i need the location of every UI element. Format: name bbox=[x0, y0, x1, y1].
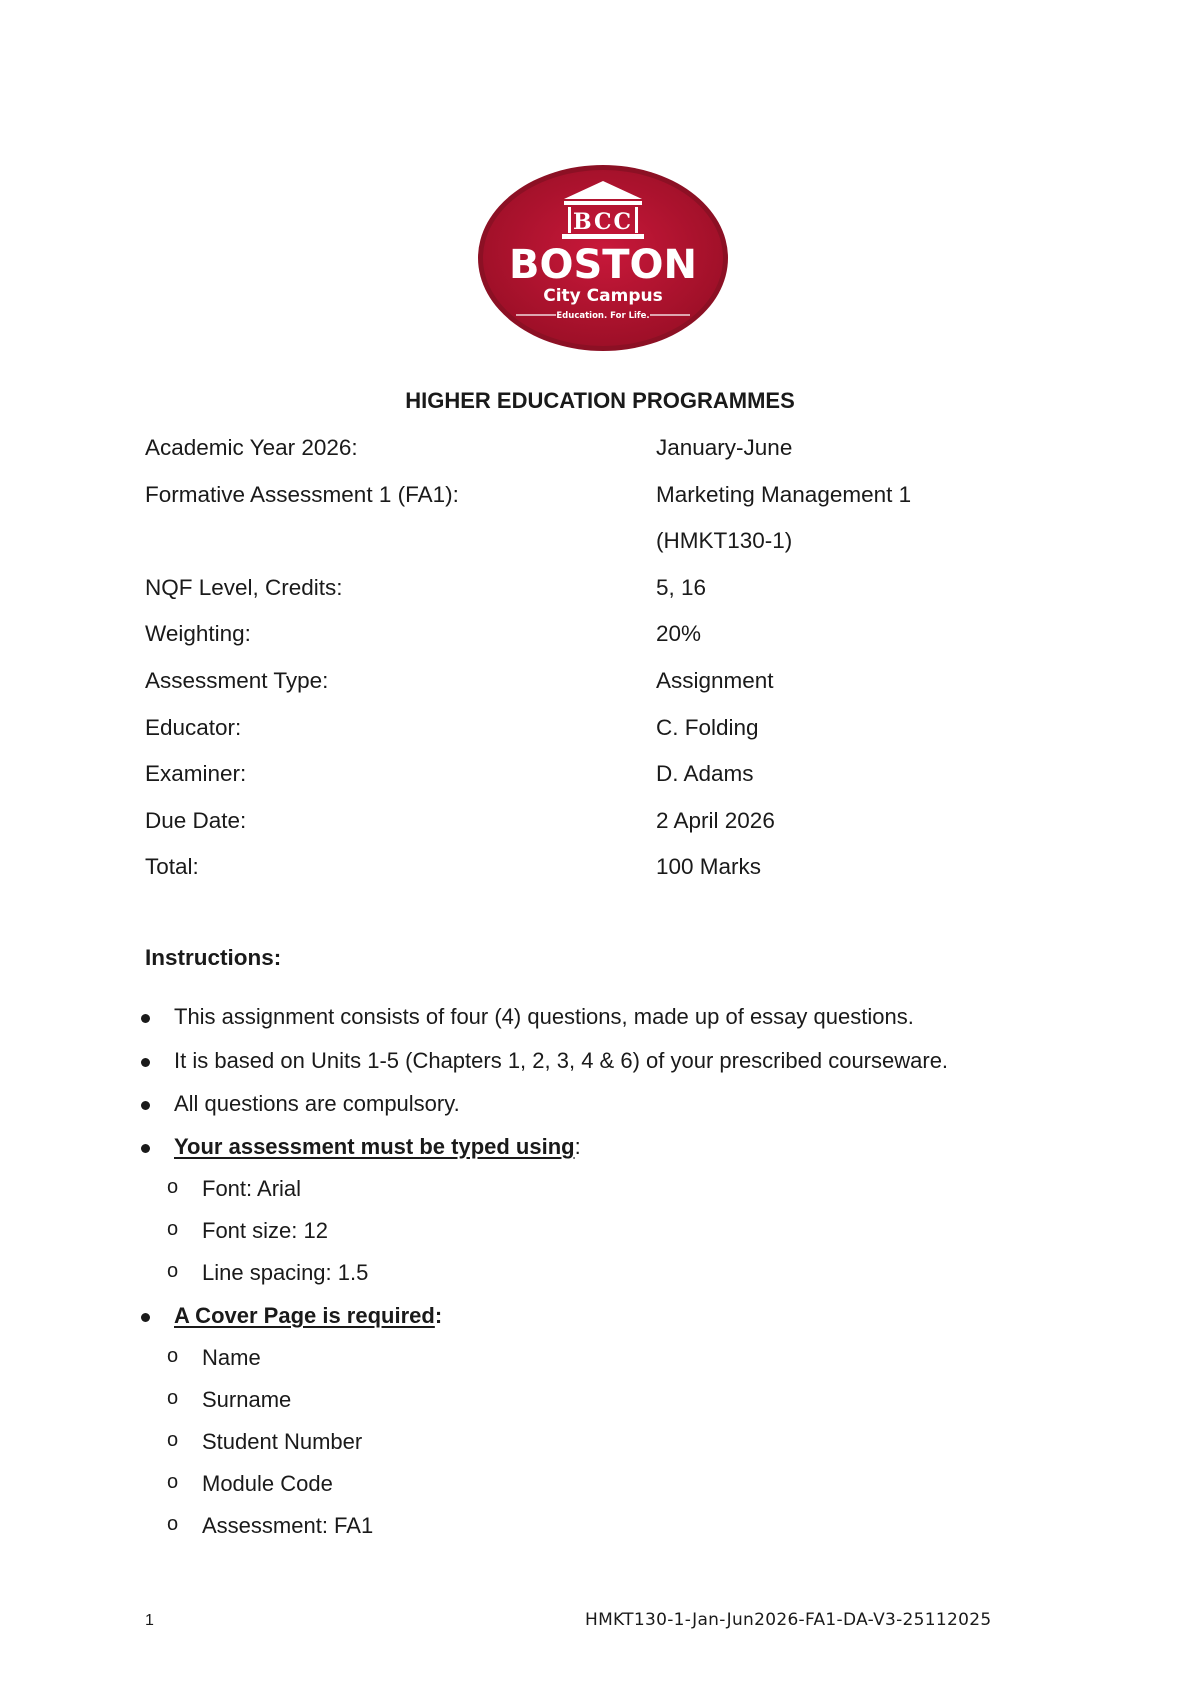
detail-row bbox=[145, 854, 1095, 894]
sub-bullet-text: Student Number bbox=[202, 1429, 363, 1454]
detail-label: Examiner: bbox=[145, 761, 247, 786]
logo-tagline: Education. For Life. bbox=[556, 311, 650, 321]
sub-bullet-icon: o bbox=[167, 1429, 179, 1451]
detail-value: 20% bbox=[656, 621, 702, 646]
detail-value: 5, 16 bbox=[656, 575, 707, 600]
bullet-text: It is based on Units 1-5 (Chapters 1, 2, 3, 4 & 6) of your prescribed courseware. bbox=[174, 1048, 949, 1073]
document-heading: HIGHER EDUCATION PROGRAMMES bbox=[405, 388, 795, 413]
bullet-heading-text: Your assessment must be typed using bbox=[174, 1134, 575, 1159]
detail-value: Marketing Management 1 bbox=[656, 482, 912, 507]
bullet-icon bbox=[141, 1313, 150, 1322]
sub-bullet-text: Font: Arial bbox=[202, 1176, 302, 1201]
detail-row bbox=[145, 808, 1095, 848]
detail-label: Assessment Type: bbox=[145, 668, 329, 693]
bullet-icon bbox=[141, 1058, 150, 1067]
bullet-heading-text: A Cover Page is required bbox=[174, 1303, 435, 1328]
detail-value: (HMKT130-1) bbox=[656, 528, 793, 553]
detail-value: 100 Marks bbox=[656, 854, 762, 879]
detail-row bbox=[145, 435, 1095, 475]
sub-bullet-text: Font size: 12 bbox=[202, 1218, 328, 1243]
sub-bullet-icon: o bbox=[167, 1471, 179, 1493]
detail-row bbox=[145, 761, 1095, 801]
sub-bullet-icon: o bbox=[167, 1176, 179, 1198]
detail-label: NQF Level, Credits: bbox=[145, 575, 343, 600]
bullet-heading bbox=[174, 1134, 581, 1160]
sub-bullet-icon: o bbox=[167, 1218, 179, 1240]
detail-label: Total: bbox=[145, 854, 199, 879]
logo-subname: City Campus bbox=[543, 286, 663, 306]
detail-label: Academic Year 2026: bbox=[145, 435, 358, 460]
sub-bullet-icon: o bbox=[167, 1387, 179, 1409]
detail-value: Assignment bbox=[656, 668, 774, 693]
detail-value: 2 April 2026 bbox=[656, 808, 775, 833]
detail-row bbox=[145, 621, 1095, 661]
sub-bullet-text: Module Code bbox=[202, 1471, 333, 1496]
detail-label: Formative Assessment 1 (FA1): bbox=[145, 482, 459, 507]
detail-label: Educator: bbox=[145, 715, 242, 740]
sub-bullet-icon: o bbox=[167, 1260, 179, 1282]
instructions-title: Instructions: bbox=[145, 945, 282, 970]
detail-value: D. Adams bbox=[656, 761, 754, 786]
bullet-heading bbox=[174, 1303, 442, 1329]
sub-bullet-text: Name bbox=[202, 1345, 261, 1370]
sub-bullet-text: Surname bbox=[202, 1387, 292, 1412]
detail-value: January-June bbox=[656, 435, 793, 460]
detail-row bbox=[145, 528, 1095, 568]
detail-row bbox=[145, 575, 1095, 615]
bullet-text: This assignment consists of four (4) questions, made up of essay questions. bbox=[174, 1004, 914, 1029]
page-number: 1 bbox=[145, 1612, 154, 1629]
detail-row bbox=[145, 668, 1095, 708]
detail-value: C. Folding bbox=[656, 715, 759, 740]
bullet-icon bbox=[141, 1014, 150, 1023]
logo-name: BOSTON bbox=[508, 242, 698, 288]
detail-row bbox=[145, 715, 1095, 755]
sub-bullet-icon: o bbox=[167, 1345, 179, 1367]
boston-city-campus-logo bbox=[476, 163, 730, 353]
sub-bullet-icon: o bbox=[167, 1513, 179, 1535]
detail-label: Due Date: bbox=[145, 808, 247, 833]
detail-row bbox=[145, 482, 1095, 522]
sub-bullet-text: Assessment: FA1 bbox=[202, 1513, 374, 1538]
sub-bullet-text: Line spacing: 1.5 bbox=[202, 1260, 369, 1285]
bullet-text: All questions are compulsory. bbox=[174, 1091, 460, 1116]
logo-initials: BCC bbox=[572, 209, 634, 235]
detail-label: Weighting: bbox=[145, 621, 251, 646]
document-code: HMKT130-1-Jan-Jun2026-FA1-DA-V3-25112025 bbox=[585, 1610, 992, 1630]
bullet-heading-suffix: : bbox=[434, 1303, 443, 1328]
bullet-heading-suffix: : bbox=[574, 1134, 581, 1159]
bullet-icon bbox=[141, 1101, 150, 1110]
bullet-icon bbox=[141, 1144, 150, 1153]
